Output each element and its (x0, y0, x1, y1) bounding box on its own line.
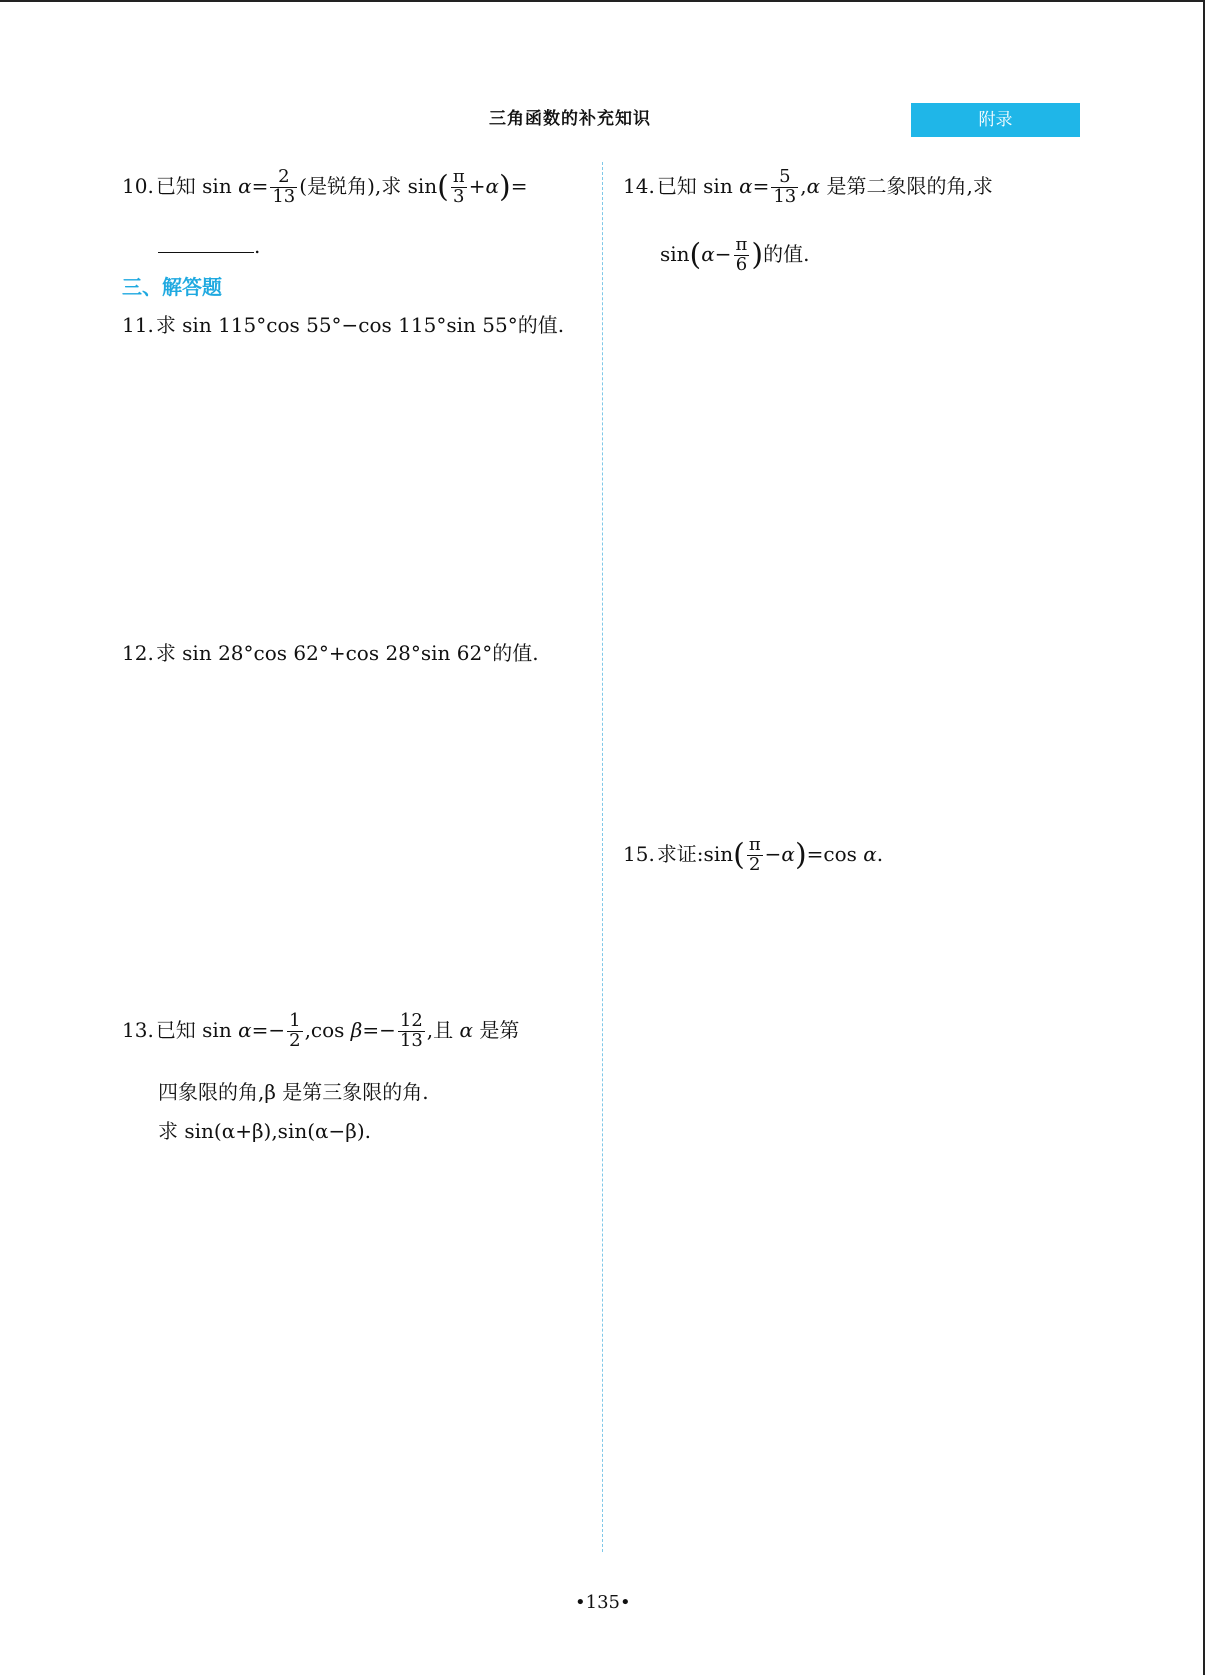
question-number: 15. (623, 841, 655, 866)
fraction (398, 1012, 425, 1051)
alpha-symbol: α (459, 1017, 474, 1042)
right-paren: ) (751, 237, 764, 273)
minus-sign: − (714, 241, 732, 266)
question-text: 求证:sin (656, 841, 734, 866)
alpha-symbol: α (863, 841, 877, 866)
denominator: 13 (399, 1029, 423, 1051)
numerator: π (735, 234, 748, 255)
denominator: 13 (773, 185, 797, 207)
appendix-tab: 附录 (911, 103, 1080, 137)
minus-sign: − (764, 841, 782, 866)
question-13-line-2: 四象限的角,β 是第三象限的角. (158, 1080, 429, 1104)
numerator: 2 (270, 168, 297, 188)
question-text: ,且 (426, 1017, 460, 1042)
question-12 (122, 641, 539, 665)
section-title: 三、解答题 (122, 275, 222, 299)
answer-blank[interactable] (158, 238, 254, 253)
question-text: 已知 sin (155, 1017, 239, 1042)
question-text: 已知 sin (155, 173, 239, 198)
equals-sign: = (752, 173, 770, 198)
denominator: 3 (453, 185, 465, 207)
question-text: =cos (806, 841, 864, 866)
question-number: 11. (122, 313, 154, 337)
denominator: 2 (749, 853, 761, 875)
question-11 (122, 313, 564, 337)
equals-minus: =− (362, 1017, 396, 1042)
alpha-symbol: α (806, 173, 821, 198)
question-text: 是第 (473, 1017, 520, 1042)
column-divider (602, 162, 603, 1552)
question-number: 10. (122, 173, 154, 198)
question-text: sin (660, 241, 690, 266)
alpha-symbol: α (781, 841, 795, 866)
numerator: π (748, 834, 761, 855)
period: . (254, 234, 261, 258)
fraction (270, 168, 297, 207)
question-text: 已知 sin (656, 173, 740, 198)
page-number: •135• (575, 1592, 631, 1613)
question-10 (122, 168, 527, 207)
right-paren: ) (498, 169, 511, 205)
alpha-symbol: α (739, 173, 753, 198)
answer-blank-row (158, 234, 260, 258)
numerator: 1 (289, 1010, 301, 1031)
question-14-line-2 (660, 236, 809, 275)
alpha-symbol: α (485, 173, 499, 198)
equals-sign: = (251, 173, 269, 198)
left-paren: ( (437, 169, 449, 205)
question-13 (122, 1012, 519, 1051)
equals-sign: = (510, 173, 528, 198)
fraction (451, 168, 467, 207)
fraction (287, 1012, 302, 1051)
fraction (734, 236, 750, 275)
period: . (876, 841, 884, 866)
left-paren: ( (689, 237, 702, 273)
plus-sign: + (468, 173, 486, 198)
fraction (771, 168, 798, 207)
left-paren: ( (733, 837, 745, 873)
right-paren: ) (794, 837, 807, 873)
numerator: 12 (399, 1010, 423, 1031)
question-15 (623, 836, 883, 875)
fraction (747, 836, 763, 875)
question-text: ,cos (304, 1017, 351, 1042)
question-number: 12. (122, 641, 154, 665)
denominator: 6 (735, 253, 748, 275)
beta-symbol: β (350, 1017, 363, 1042)
numerator: 5 (771, 168, 798, 188)
question-text: 的值. (763, 241, 810, 266)
numerator: π (452, 166, 465, 187)
question-number: 13. (122, 1017, 154, 1042)
question-text: (是锐角),求 sin (299, 173, 438, 198)
alpha-symbol: α (238, 1017, 252, 1042)
header-title: 三角函数的补充知识 (489, 109, 651, 129)
question-number: 14. (623, 173, 655, 198)
denominator: 13 (272, 185, 296, 207)
question-text: 求 sin 28°cos 62°+cos 28°sin 62°的值. (155, 641, 539, 665)
alpha-symbol: α (238, 173, 252, 198)
question-13-line-3: 求 sin(α+β),sin(α−β). (158, 1119, 372, 1143)
alpha-symbol: α (701, 241, 715, 266)
equals-minus: =− (251, 1017, 286, 1042)
comma: , (800, 173, 807, 198)
denominator: 2 (289, 1029, 301, 1051)
question-14 (623, 168, 993, 207)
question-text: 求 sin 115°cos 55°−cos 115°sin 55°的值. (155, 313, 565, 337)
question-text: 是第二象限的角,求 (820, 173, 993, 198)
